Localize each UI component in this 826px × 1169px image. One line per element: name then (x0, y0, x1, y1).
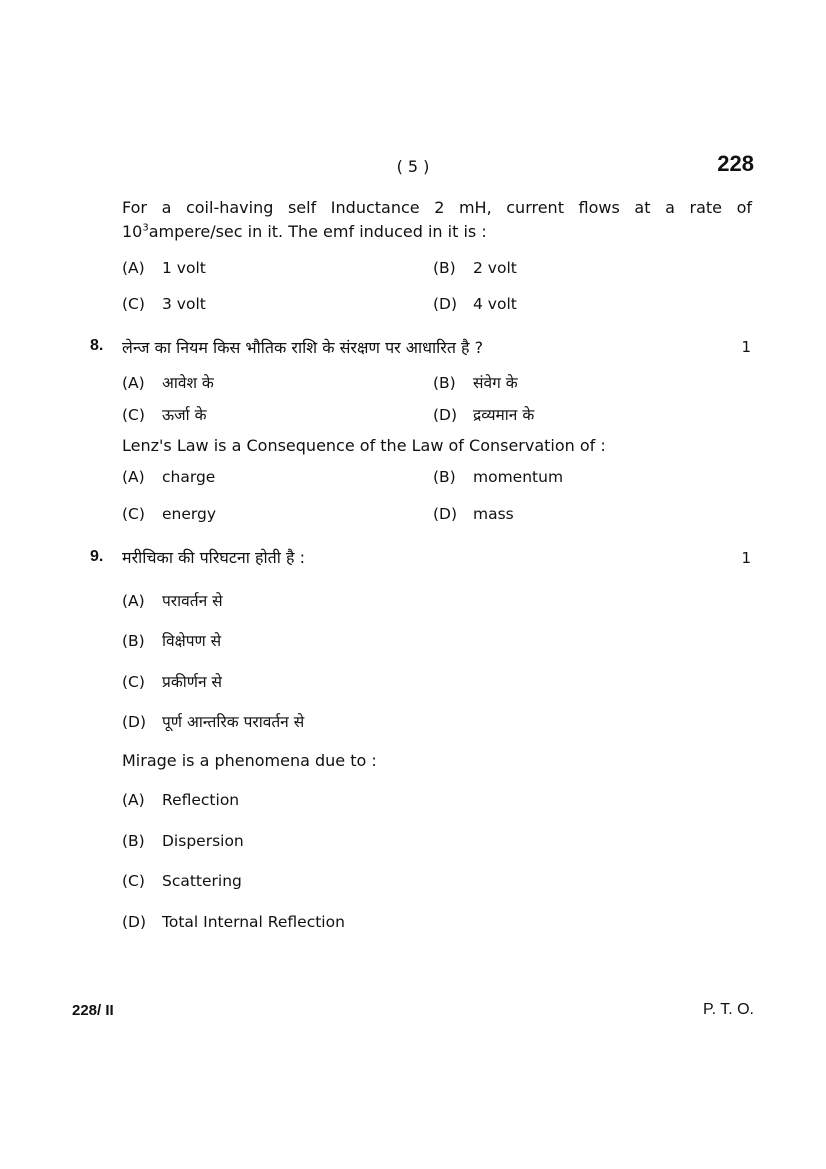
q8-option-d (433, 505, 514, 523)
q8-option-d-hindi (433, 403, 534, 425)
q7-power-exponent: 3 (142, 222, 149, 234)
q8-option-a-hindi (122, 371, 214, 393)
option-label: (A) (122, 791, 145, 809)
q9-option-a-hindi (122, 589, 223, 611)
option-text: 4 volt (473, 295, 517, 313)
q7-option-a (122, 259, 206, 277)
q8-marks: 1 (741, 338, 751, 356)
option-label: (C) (122, 505, 145, 523)
q9-option-d (122, 913, 345, 931)
option-text: mass (473, 505, 514, 523)
option-label: (D) (433, 505, 458, 523)
q9-option-b-hindi (122, 629, 221, 651)
option-label: (D) (433, 295, 458, 313)
option-label: (A) (122, 259, 145, 277)
paper-code: 228 (717, 151, 754, 176)
option-text: 3 volt (162, 295, 206, 313)
q9-option-d-hindi (122, 710, 304, 732)
q8-option-c-hindi (122, 403, 207, 425)
option-label: (A) (122, 374, 145, 392)
q9-option-c-hindi (122, 670, 222, 692)
q8-option-b (433, 468, 563, 486)
option-text: प्रकीर्णन से (162, 673, 222, 691)
option-text: charge (162, 468, 216, 486)
q7-stem-line1: For a coil-having self Inductance 2 mH, current flows at a rate of (122, 198, 752, 217)
q9-option-a (122, 791, 239, 809)
option-text: संवेग के (473, 374, 518, 392)
option-label: (D) (122, 913, 147, 931)
option-label: (A) (122, 468, 145, 486)
option-label: (C) (122, 673, 145, 691)
option-text: आवेश के (162, 374, 214, 392)
option-text: momentum (473, 468, 564, 486)
option-text: energy (162, 505, 217, 523)
option-text: Scattering (162, 872, 242, 890)
q7-stem-line2 (122, 222, 487, 241)
option-label: (B) (433, 374, 456, 392)
q8-stem-english: Lenz's Law is a Consequence of the Law of Conservation of : (122, 436, 606, 455)
footer-pto: P. T. O. (703, 1001, 754, 1018)
option-label: (B) (122, 832, 145, 850)
option-label: (B) (433, 259, 456, 277)
q9-stem-english: Mirage is a phenomena due to : (122, 751, 377, 770)
q7-option-d (433, 295, 517, 313)
q7-option-c (122, 295, 206, 313)
q9-marks: 1 (741, 549, 751, 567)
option-text: पूर्ण आन्तरिक परावर्तन से (162, 713, 305, 731)
option-text: Reflection (162, 791, 240, 809)
option-label: (C) (122, 406, 145, 424)
option-text: 2 volt (473, 259, 517, 277)
option-label: (B) (433, 468, 456, 486)
option-text: द्रव्यमान के (473, 406, 535, 424)
q8-option-c (122, 505, 216, 523)
q7-power-base: 10 (122, 222, 143, 241)
q8-number: 8. (90, 337, 104, 354)
option-label: (B) (122, 632, 145, 650)
q8-option-a (122, 468, 215, 486)
option-text: Dispersion (162, 832, 244, 850)
q8-stem-hindi: लेन्ज का नियम किस भौतिक राशि के संरक्षण पर आधारित है ? (122, 338, 484, 357)
q9-option-b (122, 832, 244, 850)
footer-paper-code: 228/ II (72, 1002, 114, 1019)
q9-stem-hindi: मरीचिका की परिघटना होती है : (122, 548, 305, 567)
option-label: (C) (122, 872, 145, 890)
q9-option-c (122, 872, 242, 890)
option-text: विक्षेपण से (162, 632, 222, 650)
q8-option-b-hindi (433, 371, 518, 393)
option-label: (D) (433, 406, 458, 424)
q7-stem-rest: ampere/sec in it. The emf induced in it is : (148, 222, 487, 241)
page-number: ( 5 ) (396, 157, 430, 176)
option-text: Total Internal Reflection (162, 913, 345, 931)
option-text: ऊर्जा के (162, 406, 207, 424)
option-label: (C) (122, 295, 145, 313)
option-label: (A) (122, 592, 145, 610)
q9-number: 9. (90, 548, 104, 565)
option-label: (D) (122, 713, 147, 731)
option-text: परावर्तन से (162, 592, 223, 610)
q7-option-b (433, 259, 517, 277)
option-text: 1 volt (162, 259, 206, 277)
